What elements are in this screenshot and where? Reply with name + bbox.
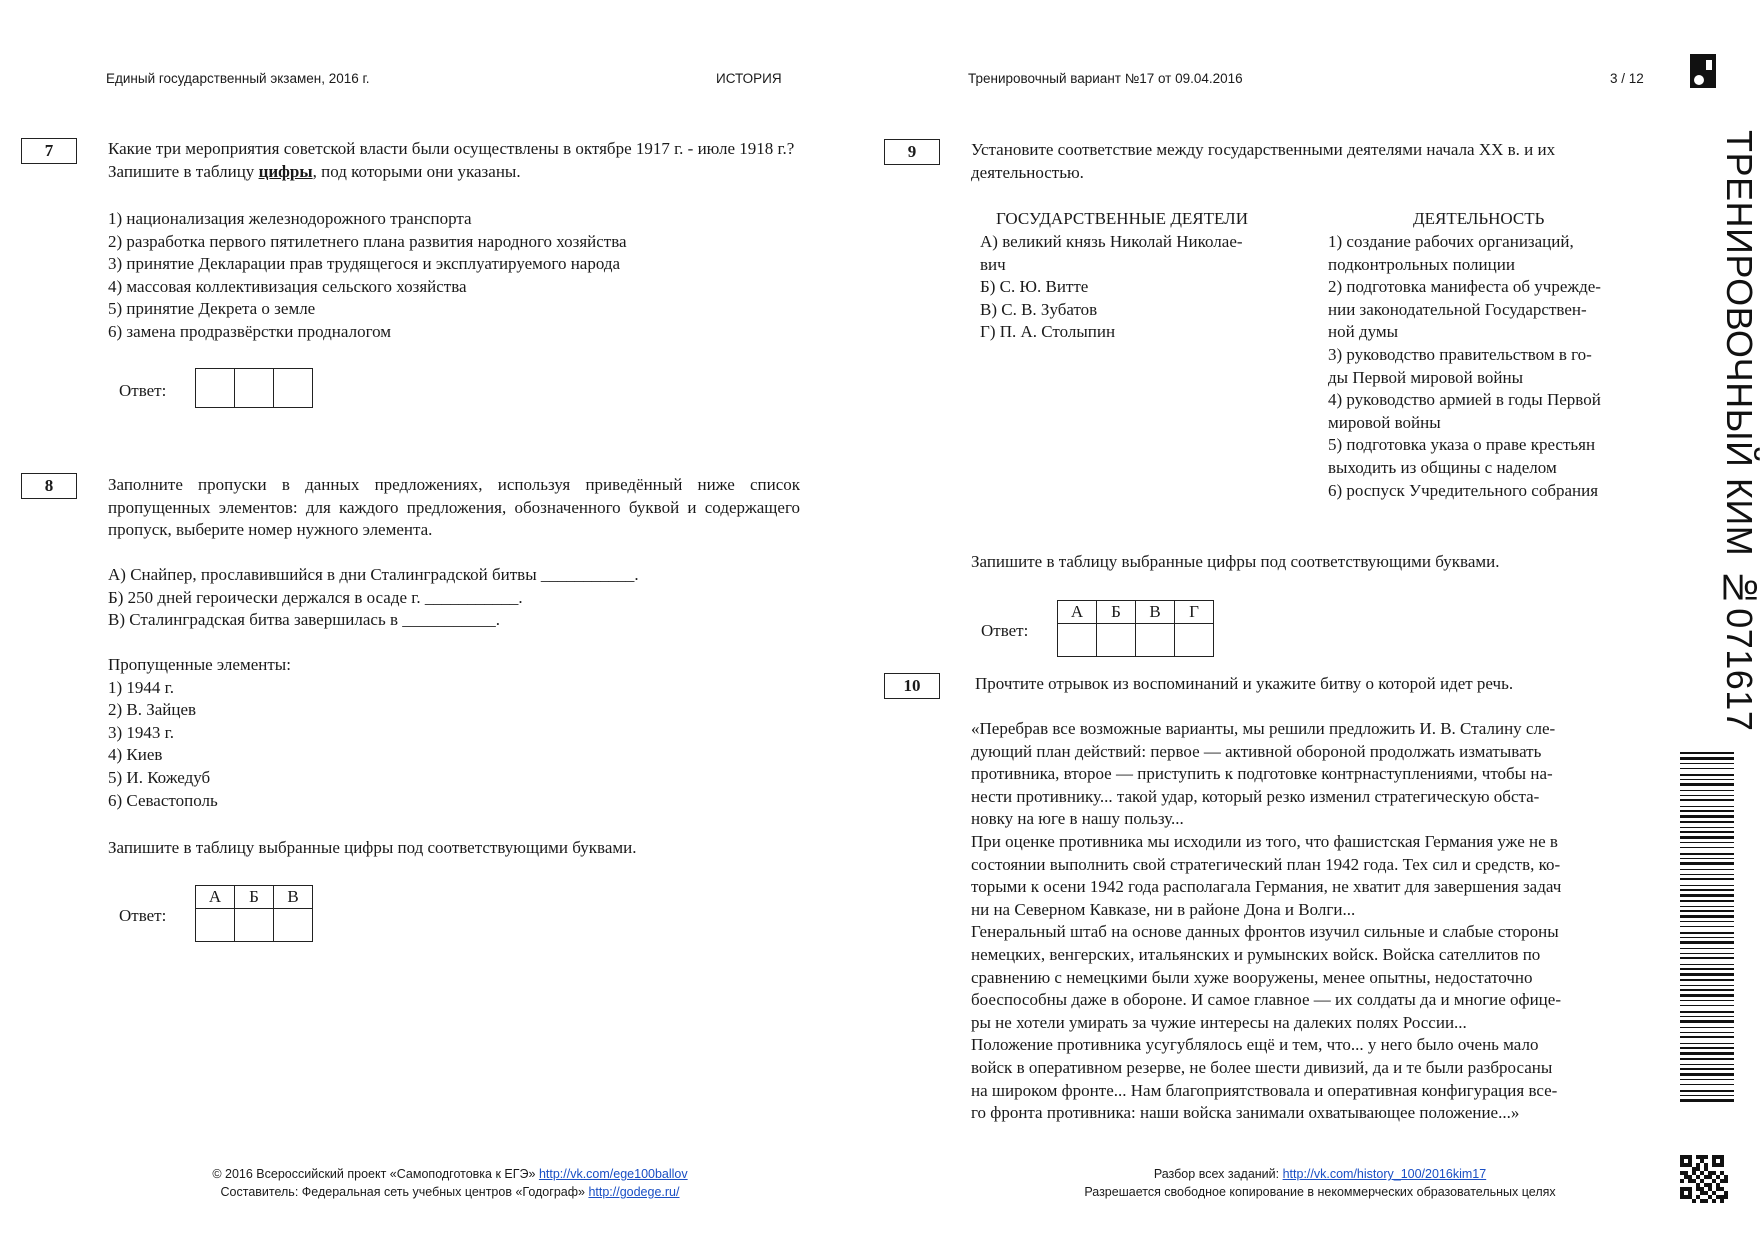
question-9-instruction: Запишите в таблицу выбранные цифры под соответствующими буквами.	[971, 552, 1500, 571]
answer-cell[interactable]	[274, 909, 313, 942]
letter-cell: Б	[1097, 601, 1136, 624]
quote-line: войск в оперативном резерве, не более шести дивизий, да и те были разбросаны	[971, 1057, 1553, 1077]
footer-copyright: © 2016 Всероссийский проект «Самоподготовка к ЕГЭ»	[212, 1167, 539, 1181]
question-10-quote	[971, 718, 1671, 1125]
option: 4) массовая коллективизация сельского хозяйства	[108, 276, 467, 296]
quote-line: противника, второе — приступить к подготовке контрнаступлениями, чтобы на-	[971, 764, 1553, 784]
question-8-answer-table	[195, 885, 313, 942]
question-9-answer-table	[1057, 600, 1214, 657]
quote-line: на широком фронте... Нам благоприятствовала и оперативная конфигурация все-	[971, 1080, 1558, 1100]
letter-cell: Г	[1175, 601, 1214, 624]
question-8-instruction: Запишите в таблицу выбранные цифры под соответствующими буквами.	[108, 838, 637, 857]
footer-left	[150, 1165, 750, 1201]
missing-item: 6) Севастополь	[108, 790, 218, 810]
footer-godege-link[interactable]: http://godege.ru/	[588, 1185, 680, 1199]
statesman-line: Г) П. А. Столыпин	[980, 322, 1116, 342]
quote-line: Генеральный штаб на основе данных фронтов изучил сильные и слабые стороны	[971, 922, 1559, 942]
question-8-number: 8	[21, 473, 77, 499]
missing-title: Пропущенные элементы:	[108, 655, 291, 674]
quote-line: При оценке противника мы исходили из того, что фашистская Германия уже не в	[971, 831, 1558, 851]
question-7-number: 7	[21, 138, 77, 164]
footer-compiler: Составитель: Федеральная сеть учебных центров «Годограф»	[220, 1185, 589, 1199]
missing-item: 2) В. Зайцев	[108, 700, 197, 720]
missing-item: 4) Киев	[108, 745, 163, 765]
quote-line: го фронта противника: наши войска занимали охватывающее положение...»	[971, 1103, 1520, 1123]
activity-line: подконтрольных полиции	[1328, 254, 1515, 274]
header-subject: ИСТОРИЯ	[716, 71, 782, 86]
option: 5) принятие Декрета о земле	[108, 299, 316, 319]
answer-cell[interactable]	[1136, 624, 1175, 657]
side-kim-title: ТРЕНИРОВОЧНЫЙ КИМ №071617	[1719, 130, 1760, 732]
statesman-line: Б) С. Ю. Витте	[980, 277, 1089, 297]
question-9-col1-title: ГОСУДАРСТВЕННЫЕ ДЕЯТЕЛИ	[996, 209, 1248, 228]
header-variant: Тренировочный вариант №17 от 09.04.2016	[968, 71, 1243, 86]
sentence: В) Сталинградская битва завершилась в ___________.	[108, 610, 501, 630]
letter-cell: Б	[235, 886, 274, 909]
qr-code-icon	[1680, 1155, 1728, 1203]
question-8-text: Заполните пропуски в данных предложениях, используя приведённый ниже список пропущенных элементов: для каждого предложения, обозначенного буквой и содержащего пропуск, выберите номер нужного элемента.	[108, 475, 800, 540]
activity-line: 1) создание рабочих организаций,	[1328, 232, 1574, 251]
question-9-col2	[1328, 231, 1658, 502]
question-7-answer-table	[195, 368, 313, 408]
statesman-line: А) великий князь Николай Николае-	[980, 232, 1243, 251]
corner-marker-icon	[1690, 54, 1716, 88]
question-7-bold: цифры	[258, 161, 313, 181]
activity-line: 2) подготовка манифеста об учрежде-	[1328, 277, 1601, 297]
footer-vk-link[interactable]: http://vk.com/ege100ballov	[538, 1167, 688, 1181]
question-9-col2-title: ДЕЯТЕЛЬНОСТЬ	[1413, 209, 1545, 228]
missing-item: 1) 1944 г.	[108, 677, 174, 697]
answer-cell[interactable]	[235, 369, 274, 408]
option: 6) замена продразвёрстки продналогом	[108, 321, 392, 341]
question-9-text: Установите соответствие между государственными деятелями начала XX в. и их деятельностью.	[971, 140, 1556, 182]
question-10-number: 10	[884, 673, 940, 699]
question-8-answer-label: Ответ:	[119, 906, 167, 925]
activity-line: выходить из общины с наделом	[1328, 457, 1557, 477]
question-10-text: Прочтите отрывок из воспоминаний и укажите битву о которой идет речь.	[975, 674, 1514, 693]
quote-line: ни на Северном Кавказе, ни в районе Дона и Волги...	[971, 899, 1356, 919]
letter-cell: В	[274, 886, 313, 909]
quote-line: новку на юге в нашу пользу...	[971, 809, 1184, 829]
quote-line: немецких, венгерских, итальянских и румынских войск. Войска сателлитов по	[971, 944, 1541, 964]
activity-line: нии законодательной Государствен-	[1328, 299, 1587, 319]
quote-line: нести противнику... такой удар, который резко изменил стратегическую обста-	[971, 786, 1540, 806]
quote-line: боеспособны даже в обороне. И самое главное — их солдаты да и многие офице-	[971, 990, 1561, 1010]
activity-line: мировой войны	[1328, 412, 1441, 432]
missing-item: 5) И. Кожедуб	[108, 767, 211, 787]
question-9-col1	[980, 231, 1300, 344]
activity-line: 6) роспуск Учредительного собрания	[1328, 480, 1599, 500]
quote-line: дующий план действий: первое — активной обороной продолжать изматывать	[971, 741, 1542, 761]
activity-line: 4) руководство армией в годы Первой	[1328, 390, 1601, 410]
letter-cell: В	[1136, 601, 1175, 624]
answer-cell[interactable]	[235, 909, 274, 942]
letter-cell: А	[1058, 601, 1097, 624]
option: 3) принятие Декларации прав трудящегося и эксплуатируемого народа	[108, 254, 621, 274]
footer-license: Разрешается свободное копирование в некоммерческих образовательных целях	[1084, 1185, 1556, 1199]
missing-item: 3) 1943 г.	[108, 722, 174, 742]
answer-cell[interactable]	[1175, 624, 1214, 657]
quote-line: ры не хотели умирать за чужие интересы на далеких полях России...	[971, 1012, 1467, 1032]
header-page-number: 3 / 12	[1610, 71, 1644, 86]
footer-history-link[interactable]: http://vk.com/history_100/2016kim17	[1282, 1167, 1487, 1181]
activity-line: 3) руководство правительством в го-	[1328, 344, 1592, 364]
question-7-answer-label: Ответ:	[119, 381, 167, 400]
question-9-answer-label: Ответ:	[981, 621, 1029, 640]
option: 1) национализация железнодорожного транспорта	[108, 209, 472, 228]
activity-line: ной думы	[1328, 322, 1399, 342]
question-7-options	[108, 208, 808, 344]
option: 2) разработка первого пятилетнего плана развития народного хозяйства	[108, 231, 627, 251]
question-7-text	[108, 138, 804, 183]
letter-cell: А	[196, 886, 235, 909]
footer-right	[1010, 1165, 1630, 1201]
question-7-post: , под которыми они указаны.	[312, 161, 521, 181]
answer-cell[interactable]	[1058, 624, 1097, 657]
barcode-icon	[1680, 752, 1734, 1102]
sentence: Б) 250 дней героически держался в осаде г. ___________.	[108, 587, 523, 607]
answer-cell[interactable]	[196, 909, 235, 942]
quote-line: торыми к осени 1942 года располагала Германия, не хватит для завершения задач	[971, 877, 1562, 897]
activity-line: 5) подготовка указа о праве крестьян	[1328, 435, 1596, 455]
header-exam-title: Единый государственный экзамен, 2016 г.	[106, 71, 370, 86]
quote-line: Положение противника усугублялось ещё и тем, что... у него было очень мало	[971, 1035, 1539, 1055]
question-7-pre: Какие три мероприятия советской власти были осуществлены в октябре 1917 г. - июле 1918 г.? Запишите в таблицу	[108, 139, 795, 181]
statesman-line: вич	[980, 254, 1006, 274]
sentence: А) Снайпер, прославившийся в дни Сталинградской битвы ___________.	[108, 565, 639, 584]
footer-analysis: Разбор всех заданий:	[1153, 1167, 1283, 1181]
quote-line: состоянии выполнить свой стратегический план 1942 года. Тех сил и средств, ко-	[971, 854, 1561, 874]
question-8-missing	[108, 654, 508, 812]
activity-line: ды Первой мировой войны	[1328, 367, 1524, 387]
answer-cell[interactable]	[196, 369, 235, 408]
answer-cell[interactable]	[274, 369, 313, 408]
statesman-line: В) С. В. Зубатов	[980, 299, 1098, 319]
answer-cell[interactable]	[1097, 624, 1136, 657]
question-9-number: 9	[884, 139, 940, 165]
question-8-sentences	[108, 564, 808, 632]
quote-line: сравнению с немецкими были хуже вооружены, менее опытны, недостаточно	[971, 967, 1533, 987]
quote-line: «Перебрав все возможные варианты, мы решили предложить И. В. Сталину сле-	[971, 719, 1556, 738]
